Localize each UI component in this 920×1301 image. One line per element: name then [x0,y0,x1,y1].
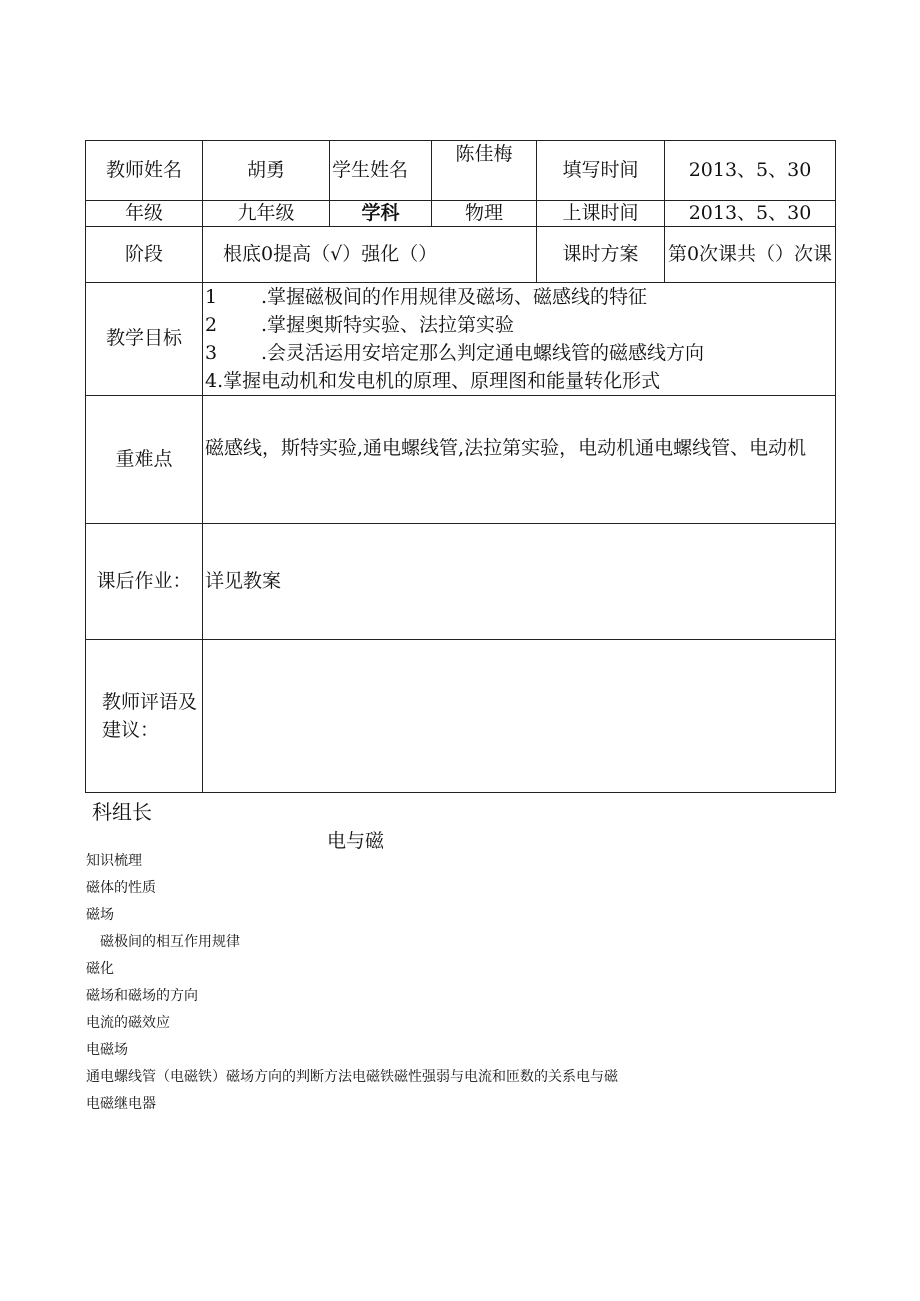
row-grade [86,201,836,227]
grade-label: 年级 [86,201,203,227]
class-time-value: 2013、5、30 [665,201,836,227]
goals-list [203,283,836,396]
key-points-value: 磁感线，斯特实验,通电螺线管,法拉第实验，电动机通电螺线管、电动机 [203,396,836,524]
row-stage [86,227,836,283]
list-item: 磁场 [86,907,114,923]
student-name-label: 学生姓名 [330,141,432,201]
list-item: 通电螺线管（电磁铁）磁场方向的判断方法电磁铁磁性强弱与电流和匝数的关系电与磁 [86,1069,618,1085]
stage-value: 根底0提高（√）强化（） [203,227,537,283]
row-goals [86,283,836,396]
subject-label: 学科 [330,201,432,227]
department-head-label: 科组长 [92,800,152,824]
teacher-name-label: 教师姓名 [86,141,203,201]
goals-label: 教学目标 [86,283,203,396]
knowledge-outline [86,848,618,1118]
goal-item: 2 .掌握奥斯特实验、法拉第实验 [205,314,515,336]
list-item: 磁化 [86,961,114,977]
lesson-info-table [85,140,836,793]
teacher-name-value: 胡勇 [203,141,330,201]
homework-value: 详见教案 [203,524,836,640]
student-name-value: 陈佳梅 [432,141,537,201]
list-item: 电磁继电器 [86,1096,156,1112]
subject-value: 物理 [432,201,537,227]
class-time-label: 上课时间 [537,201,665,227]
lesson-plan-value: 第0次课共（）次课 [665,227,836,283]
stage-label: 阶段 [86,227,203,283]
list-item: 电磁场 [86,1042,128,1058]
goal-item: 3 .会灵活运用安培定那么判定通电螺线管的磁感线方向 [205,342,705,364]
key-points-label: 重难点 [86,396,203,524]
goal-item: 1 .掌握磁极间的作用规律及磁场、磁感线的特征 [205,286,648,308]
list-item: 磁极间的相互作用规律 [100,934,240,950]
fill-time-value: 2013、5、30 [665,141,836,201]
row-names [86,141,836,201]
fill-time-label: 填写时间 [537,141,665,201]
grade-value: 九年级 [203,201,330,227]
section-title: 电与磁 [327,830,385,852]
row-key-points [86,396,836,524]
list-item: 磁场和磁场的方向 [86,988,198,1004]
list-item: 磁体的性质 [86,880,156,896]
lesson-plan-label: 课时方案 [537,227,665,283]
list-item: 知识梳理 [86,853,142,869]
comments-label: 教师评语及建议： [86,640,203,793]
list-item: 电流的磁效应 [86,1015,170,1031]
row-homework [86,524,836,640]
row-comments [86,640,836,793]
goal-item: 4.掌握电动机和发电机的原理、原理图和能量转化形式 [205,370,661,392]
comments-value [203,640,836,793]
homework-label: 课后作业： [86,524,203,640]
